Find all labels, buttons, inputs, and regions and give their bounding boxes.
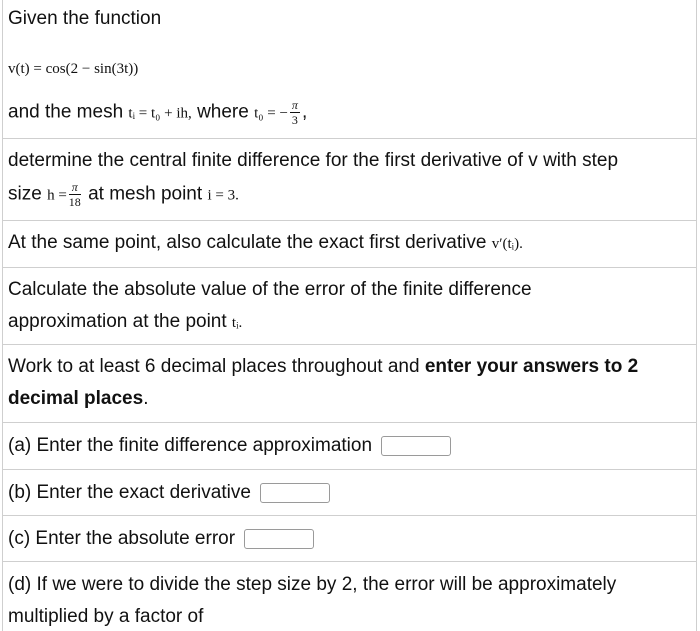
divider (3, 138, 696, 139)
work-emphasis-1: enter your answers to 2 (424, 356, 639, 377)
error-line-1: Calculate the absolute value of the error of the finite difference (8, 279, 532, 300)
divider (3, 267, 696, 268)
work-emphasis-2: decimal places (8, 388, 144, 409)
divider (3, 220, 696, 221)
divider (3, 469, 696, 470)
exact-formula: v′(tᵢ). (491, 236, 523, 252)
exact-derivative-line: At the same point, also calculate the exact first derivative v′(tᵢ). (8, 232, 523, 253)
question-b: (b) Enter the exact derivative (8, 481, 330, 505)
answer-b-input[interactable] (260, 483, 330, 503)
i-formula: i = 3. (207, 187, 239, 204)
divider (3, 344, 696, 345)
error-line-2: approximation at the point tᵢ. (8, 311, 243, 332)
question-c: (c) Enter the absolute error (8, 527, 314, 551)
answer-a-input[interactable] (381, 436, 451, 456)
t0-formula: t₀ = − (254, 105, 288, 122)
ti-formula: tᵢ. (231, 315, 243, 331)
t0-fraction: $\frac{\pi}{3}$ (291, 98, 298, 127)
intro-text: Given the function (8, 8, 162, 29)
work-line-2: decimal places. (8, 388, 149, 409)
divider (3, 422, 696, 423)
h-fraction: $\frac{\pi}{18}$ (68, 180, 81, 209)
determine-line-1: determine the central finite difference for the first derivative of v with step (8, 150, 619, 171)
function-formula: v(t) = cos(2 − sin(3t)) (8, 61, 139, 77)
divider (3, 561, 696, 562)
question-d-line-1: (d) If we were to divide the step size by 2, the error will be approximately (8, 574, 617, 595)
mesh-formula: tᵢ = t₀ + ih, (128, 105, 192, 122)
answer-c-input[interactable] (244, 529, 314, 549)
divider (3, 515, 696, 516)
question-a: (a) Enter the finite difference approximation (8, 434, 451, 458)
determine-line-2: size h = $\frac{\pi}{18}$ at mesh point i = 3. (8, 180, 239, 209)
h-formula: h = (47, 187, 67, 204)
work-line-1: Work to at least 6 decimal places throughout and enter your answers to 2 (8, 356, 639, 377)
mesh-line: and the mesh tᵢ = t₀ + ih, where t₀ = − $\frac{\pi}{3}$ , (8, 98, 308, 127)
question-d-line-2: multiplied by a factor of (8, 606, 204, 627)
function-definition (8, 56, 138, 81)
